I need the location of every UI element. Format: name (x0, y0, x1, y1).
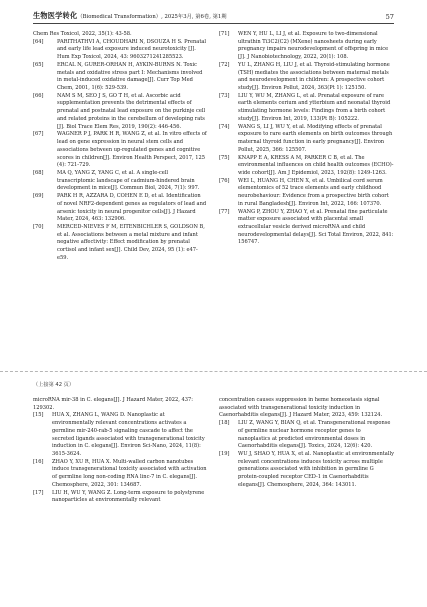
reference-number: [74] (219, 123, 230, 130)
reference-entry (219, 93, 394, 124)
reference-text: WANG P, ZHOU Y, ZHAO Y, et al. Prenatal fine particulate matter exposure associated with placental small extracellular vesicle derived microRNA and child neurodevelopmental delays[J]. Sci Total Environ, 2022, 841: 156747. (238, 208, 394, 246)
reference-entry (33, 170, 207, 193)
reference-number: [69] (33, 193, 44, 200)
reference-entry (33, 93, 207, 132)
reference-entry (33, 412, 207, 458)
journal-info (33, 12, 227, 23)
reference-text: WU J, SHAO Y, HUA X, et al. Nanoplastic at environmentally relevant concentrations induces toxicity across multiple generations associated with inhibition in germline G protein-coupled receptor CED-1 in Caenorhabditis elegans[J]. Chemosphere, 2024, 364: 143011. (238, 451, 394, 488)
reference-number: [66] (33, 92, 44, 99)
reference-entry (33, 193, 207, 224)
reference-text: PARK H R, AZZARA D, COHEN E D, et al. Identification of novel NRF2-dependent genes as regulators of lead and arsenic toxicity in neural progenitor cells[J]. J Hazard Mater, 2024, 463: 132906. (57, 193, 207, 223)
reference-continuation (33, 397, 207, 412)
reference-text: PARITHATHVI A, CHOUDHARI N, DSOUZA H S. Prenatal and early life lead exposure induced neurotoxicity [J]. Hum Exp Toxicol, 2024, 43: 9603271241285523. (57, 38, 207, 61)
reference-text: MERCED-NIEVES F M, EITENBICHLER S, GOLDSON B, et al. Associations between a metal mixture and infant negative affectivity: Effect modification by prenatal cortisol and infant sex[J]. Child Dev, 2024, 95 (1): e47-e59. (57, 223, 205, 261)
reference-text: WEN Y, HU L, LI J, et al. Exposure to two-dimensional ultrathin Ti3C2(C2) (MXene) nanosheets during early pregnancy impairs neurodevelopment of offspring in mice [J]. J Nanobiotechnology, 2022, 20(1): 108. (238, 31, 389, 61)
reference-entry (33, 459, 207, 490)
reference-number: [71] (219, 31, 230, 37)
reference-continuation (219, 397, 394, 420)
reference-text: ZHAO Y, XU R, HUA X. Multi-walled carbon nanotubes induce transgenerational toxicity associated with activation of germline long non-coding RNA linc-7 in C. elegans[J]. Chemosphere, 2022, 301: 134687. (52, 458, 207, 488)
reference-entry (33, 490, 207, 505)
reference-number: [76] (219, 177, 230, 184)
reference-number: [70] (33, 223, 44, 230)
reference-number: [18] (219, 420, 230, 427)
reference-entry (219, 155, 394, 178)
reference-number: [19] (219, 451, 230, 458)
reference-entry (219, 124, 394, 155)
reference-text: ERCAL N, GURER-ORHAN H, AYKIN-BURNS N. Toxic metals and oxidative stress part I: Mechanisms involved in metal-induced oxidative damage[J]. Curr Top Med Chem, 2001, 1(6): 529-539. (57, 61, 203, 92)
reference-text: YU L, ZHANG H, LIU J, et al. Thyroid-stimulating hormone (TSH) mediates the associations between maternal metals and neurodevelopment in children: A prospective cohort study[J]. Environ Pollut, 2024, 363(Pt 1): 125150. (238, 61, 390, 92)
reference-entry (33, 39, 207, 62)
reference-text: concentration causes suppression in heme homeostasis signal associated with transgenerational toxicity induction in Caenorhabditis elegans[J]. J Hazard Mater, 2023, 459: 132124. (219, 397, 383, 419)
reference-number: [68] (33, 169, 44, 176)
reference-number: [17] (33, 489, 44, 496)
reference-continuation (33, 31, 207, 39)
reference-text: NAM S M, SEO J S, GO T H, et al. Ascorbic acid supplementation prevents the detrimental effects of prenatal and postnatal lead exposure on the purkinje cell and related proteins in the cerebellum of developing rats [J]. Biol Trace Elem Res, 2019, 190(2): 446-456. (57, 92, 206, 130)
reference-entry (219, 451, 394, 490)
reference-text: LIU H, WU Y, WANG Z. Long-term exposure to polystyrene nanoparticles at environmentally relevant (52, 489, 205, 504)
reference-column-lower-right (219, 397, 394, 490)
reference-number: [73] (219, 92, 230, 99)
reference-entry (219, 420, 394, 451)
reference-number: [67] (33, 131, 44, 138)
reference-text: LIU Y, WU M, ZHANG L, et al. Prenatal exposure of rare earth elements cerium and ytterbium and neonatal thyroid stimulating hormone levels: Findings from a birth cohort study[J]. Environ Int, 2019, 133(Pt B): 105222. (238, 92, 391, 122)
section-divider (0, 371, 427, 372)
reference-number: [75] (219, 154, 230, 161)
reference-number: [15] (33, 412, 44, 419)
reference-text: WANG S, LI J, WU Y, et al. Modifying effects of prenatal exposure to rare earth elements on birth outcomes through maternal thyroid function in early pregnancy[J]. Environ Pollut, 2025, 366: 125507. (238, 123, 393, 153)
journal-name: 生物医学转化 (33, 11, 78, 20)
reference-column-lower-left (33, 397, 207, 505)
reference-text: WEI L, HUANG H, CHEN X, et al. Umbilical cord serum elementomics of 52 trace elements and early childhood neurobehaviour: Evidence from a prospective birth cohort in rural Bangladesh[J]. Environ Int, 2022, 166: 107370. (238, 177, 389, 207)
reference-entry (33, 131, 207, 170)
reference-text: KNAPP E A, KRESS A M, PARKER C B, et al. The environmental influences on child health outcomes (ECHO)-wide cohort[J]. Am J Epidemiol, 2023, 192(8): 1249-1263. (238, 154, 394, 176)
continued-from-label: （上接第 42 页） (33, 382, 75, 388)
reference-text: LIU Z, WANG Y, BIAN Q, et al. Transgenerational response of germline nuclear hormone receptor genes to nanoplastics at predicted environmental doses in Caenorhabditis elegans[J]. Toxics, 2024, 12(6): 420. (238, 420, 391, 450)
reference-text: microRNA mir-38 in C. elegans[J]. J Hazard Mater, 2022, 437: 129302. (33, 397, 193, 411)
reference-entry (33, 224, 207, 263)
reference-column-upper-left (33, 31, 207, 263)
reference-text: MA Q, YANG Z, YANG C, et al. A single-cell transcriptomic landscape of cadmium-hindered brain development in mice[J]. Commun Biol, 2024, 7(1): 997. (57, 169, 200, 192)
reference-number: [64] (33, 38, 44, 45)
page-number: 57 (385, 13, 394, 21)
reference-number: [72] (219, 61, 230, 68)
reference-text: WAGNER P J, PARK H R, WANG Z, et al. In vitro effects of lead on gene expression in neural stem cells and associations between up-regulated genes and cognitive scores in children[J]. Environ Health Perspect, 2017, 125 (4): 721-729. (57, 131, 207, 169)
reference-number: [16] (33, 458, 44, 465)
reference-entry (33, 62, 207, 93)
reference-text: Chem Res Toxicol, 2022, 35(1): 43-58. (33, 31, 132, 37)
reference-number: [77] (219, 208, 230, 215)
reference-text: HUA X, ZHANG L, WANG D. Nanoplastic at environmentally relevant concentrations activates a germline mir-240-rab-5 signaling cascade to affect the secreted ligands associated with transgenerational toxicity induction in C. elegans[J]. Environ Sci-Nano, 2024, 11(8): 3615-3624. (52, 412, 205, 458)
reference-entry (219, 31, 394, 62)
journal-issue: （Biomedical Transformation）, 2025年3月, 第6卷, 第1期 (77, 14, 227, 20)
reference-number: [65] (33, 61, 44, 68)
reference-entry (219, 209, 394, 248)
running-header (33, 7, 394, 24)
reference-entry (219, 178, 394, 209)
reference-column-upper-right (219, 31, 394, 247)
reference-entry (219, 62, 394, 93)
